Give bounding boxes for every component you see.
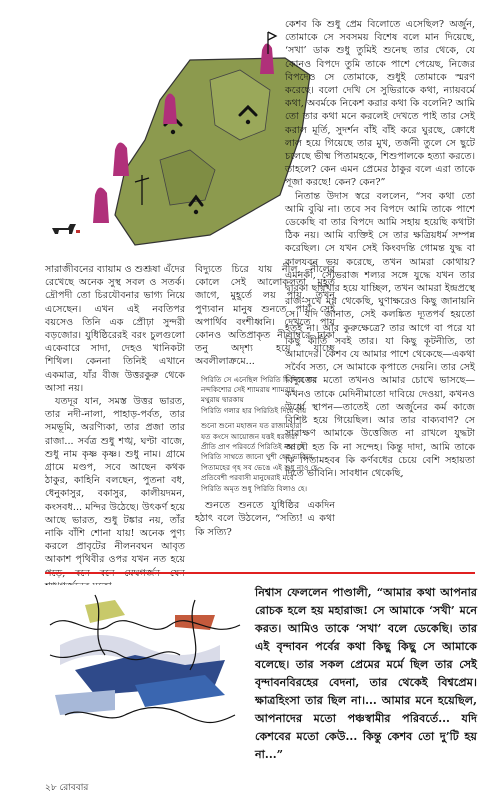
body-text-middle-column [195, 263, 335, 539]
paragraph: যতদূর যান, সমস্ত উত্তর ভারত, তার নদী-নালা, পাহাড়-পর্বত, তার সমভূমি, অরণ্যিকা, তার প্রজা তার রাজা... সর্বত্র শুধু শঙ্খ, ঘণ্টা বাজে, শুধু নাম কৃষ্ণ কৃষ্ণ। শুধু নাম। গ্রামে গ্রামে মণ্ডপ, সবে আছেন কথক ঠাকুর, কাহিনি বলছেন, পুতনা বধ, ধেনুকাসুর, বকাসুর, কালীয়দমন, কংসবধ... মন্দির উঠেছে। উৎকর্ণ হয়ে আছে ভারত, শুধু টঙ্কার নয়, তাঁর নাকি বাঁশি শোনা যায়! অনেক পুণ্য করলে প্রাবৃটের নীলনবঘন আবৃত আকাশ পৃথিবীর ওপর যখন নত হয়ে [45, 396, 185, 566]
pull-quote: নিশ্বাস ফেললেন পাণ্ডালী, “আমার কথা আপনার রোচক হলে হয় মহারাজ! সে আমাকে ‘সখী’ মনে করত। আমিও তাকে ‘সখা’ বলে ডেকেছি। তার এই বৃন্দাবন পর্বের কথা কিছু কিছু সে আমাকে বলেছে। তার সকল প্রেমের মর্মে ছিল তার সেই বৃন্দাবনবিরহের বেদনা, তার থেকেই বিশ্বপ্রেম। ক্ষাত্রহিংসা তার ছিল না।... আমার মনে হয়েছিল, আপনাদের মতো পঞ্চস্বামীর পরিবর্তে... যদি কেশবের মতো কেউ... কিন্তু কেশব তো দু’টি হয় না...” [255, 585, 477, 761]
verse-line: যত কংসে আয়োজন যত্তই ধরজরা [201, 431, 298, 441]
paragraph: শুনতে শুনতে যুধিষ্ঠির একদিন হঠাৎ বলে উঠলেন, “সত্যি! এ কথা কি সত্যি? [195, 500, 335, 538]
verse-line: পিরিতি অমৃত শুধু পিরিতি বিলাও হে। [201, 483, 308, 493]
verse-line: প্রীতি প্রাণ পরিবর্তে পিরিতিই নাও হে [201, 442, 305, 452]
verse-line: পিরিতি সে এনেছিল পিরিতি হি দিয়ে যায় [201, 374, 317, 384]
body-text-left-column [45, 263, 185, 593]
song-verse [201, 375, 335, 417]
page-footer: ২৮ রোববার [45, 783, 89, 793]
verse-line: পিতামহের গৃহ সব ভেঙে এই শুধু নাও হে [201, 462, 318, 472]
illustration-abstract [45, 585, 245, 735]
red-divider [45, 572, 475, 574]
verse-line: পিরিতি সাথতে জানো খুশী হেৱ ভাবিয়ে [201, 452, 313, 462]
verse-line: পিরিতি গলার হার পিরিতিই দিয়ে যায় [201, 405, 307, 415]
verse-line: মথুরায় দ্বারকায় [201, 395, 244, 405]
verse-line: শুনো শুনো মহাজন যত রাজামহারা [201, 421, 302, 431]
paragraph: নিতান্ত উদাস স্বরে বললেন, “সব কথা তো আমি বুঝি না। তবে সব বিপদে আমি তাকে পাশে ডেকেছি বা তার বিপদে আমি সহায় হয়েছি কথাটা ঠিক নয়। আমি ব্যক্তিই সে তার ক্ষত্রিয়ধর্ম সম্পন্ন করেছিল। সে যখন সেই কিংবদন্তি গোমন্ত যুদ্ধ বা কালযবন ভয় করেছে, তখন আমরা কোথায়? এমনকী, সৌভরাজ শল্যর সঙ্গে যুদ্ধে যখন তার দ্বারকা ছারখার হয়ে যাচ্ছিল, তখন আমরা ইন্দ্রপ্রস্থে রাজ-সুখে মগ্ন থেকেছি, ঘুণাক্ষরেও কিছু জানায়নি সে। যদি জানাত, সেই কলঙ্কিত দ্যূতপর্ব হয়তো হতই না। আর কুরুক্ষেত্রে? তার আগে বা পরে যা কিছু কীর্তি সবই তার। যা কিছু কূটনীতি, তা আমাদের। কেশব যে আমার পাশে থেকেছে—একথা সর্বৈব সত্য, সে আমাকে কৃপাতে দেয়নি। তার সেই বিদ্যুতের মতো তখনও আমার চোখে ভাসছে—কখনও তাকে মেদিনীমাতো দাবিয়ে দেওয়া, কখনও উর্ধ্বে স্থাপন—তাতেই তো অর্জুনের কর্ম কাজে বিশিষ্ট হয়ে গিয়েছিল। আর তার বাক্যবাণ? সে সারাক্ষণ আমাকে উত্তেজিত না রাখলে যুদ্ধটা আদৌ হত কি না সন্দেহ। কিন্তু দাদা, আমি তাকে কি পিতামহবৰ কি কর্ণবধের চেয়ে বেশি সহায়তা দিতে ভাবিনি। সাবধান থেকেছি, [285, 190, 475, 479]
verse-line: নন্দকিশোর সেই শ্যামরায় শ্যামরায় [201, 385, 295, 395]
verse-line: প্রতিবেশী পরবাসী মানুষেরাই মর্বে [201, 473, 294, 483]
song-verse [201, 421, 335, 494]
paragraph: সারাজীবনের ব্যায়াম ও শুশ্রূষা এঁদের রেখেছে অনেক সুস্থ সবল ও সতর্ক। দ্রৌপদী তো চিরযৌবনার ভাগ্য নিয়ে এসেছেন। এখন এই নবতিপর বয়সেও তিনি এক প্রৌঢ়া সুন্দরী বড়জোর। যুধিষ্ঠিরেরই বরং চুলগুলো একেবারে সাদা, দেহও খানিকটা শিথিল। কেননা তিনিই এখানে একমাত্র, যাঁর বীজ উত্তরকুরু থেকে আসা নয়। [45, 264, 185, 394]
paragraph: কেশব কি শুধু প্রেম বিলোতে এসেছিল? অর্জুন, তোমাকে সে সবসময় বিশেষ বলে মান দিয়েছে, ‘সখা’ ডাক শুধু তুমিই শুনেছ তার থেকে, যে কোনও বিপদে তুমি তাকে পাশে পেয়েছ, নিজের বিপদেও সে তোমাকে, শুধুই তোমাকে স্মরণ করেছে। বলো দেখি সে সুভিরাকে কথা, ন্যায়বর্মে কথা, অবর্মকে নিকেশ করার কথা কি বলেনি? আমি তো তার কথা মনে করলেই দেখতে পাই তার সেই করাল মূর্তি, সুদর্শন বাঁই বাঁই করে ঘুরছে, ক্রোধে লাল হয়ে গিয়েছে তার মুখ, তর্জনী তুলে সে ছুটে চলেছে ভীষ্ম পিতামহকে, শিশুপালকে হত্যা করতে। তাহলে? কেন এমন প্রেমের ঠাকুর বলে এরা তাকে পূজা করছে! কেন? কেন?” [285, 19, 475, 189]
paragraph: বিদ্যুতে চিরে যায় নীল, নীলের কোলে সেই আলোকলতা মুহূর্ত জাগে, মুহূর্তে লয় পায়, তখন পুণ্যবান মানুষ শুনতে পায় সেই অপার্থিব বংশীধ্বনি। দেখতে পায় কোনও অতিপ্রাকৃত নীলাম্বরে ঢাকা তনু অদৃশ্য হয়ে যাচ্ছে অবলীলাক্রমে... [195, 264, 335, 368]
